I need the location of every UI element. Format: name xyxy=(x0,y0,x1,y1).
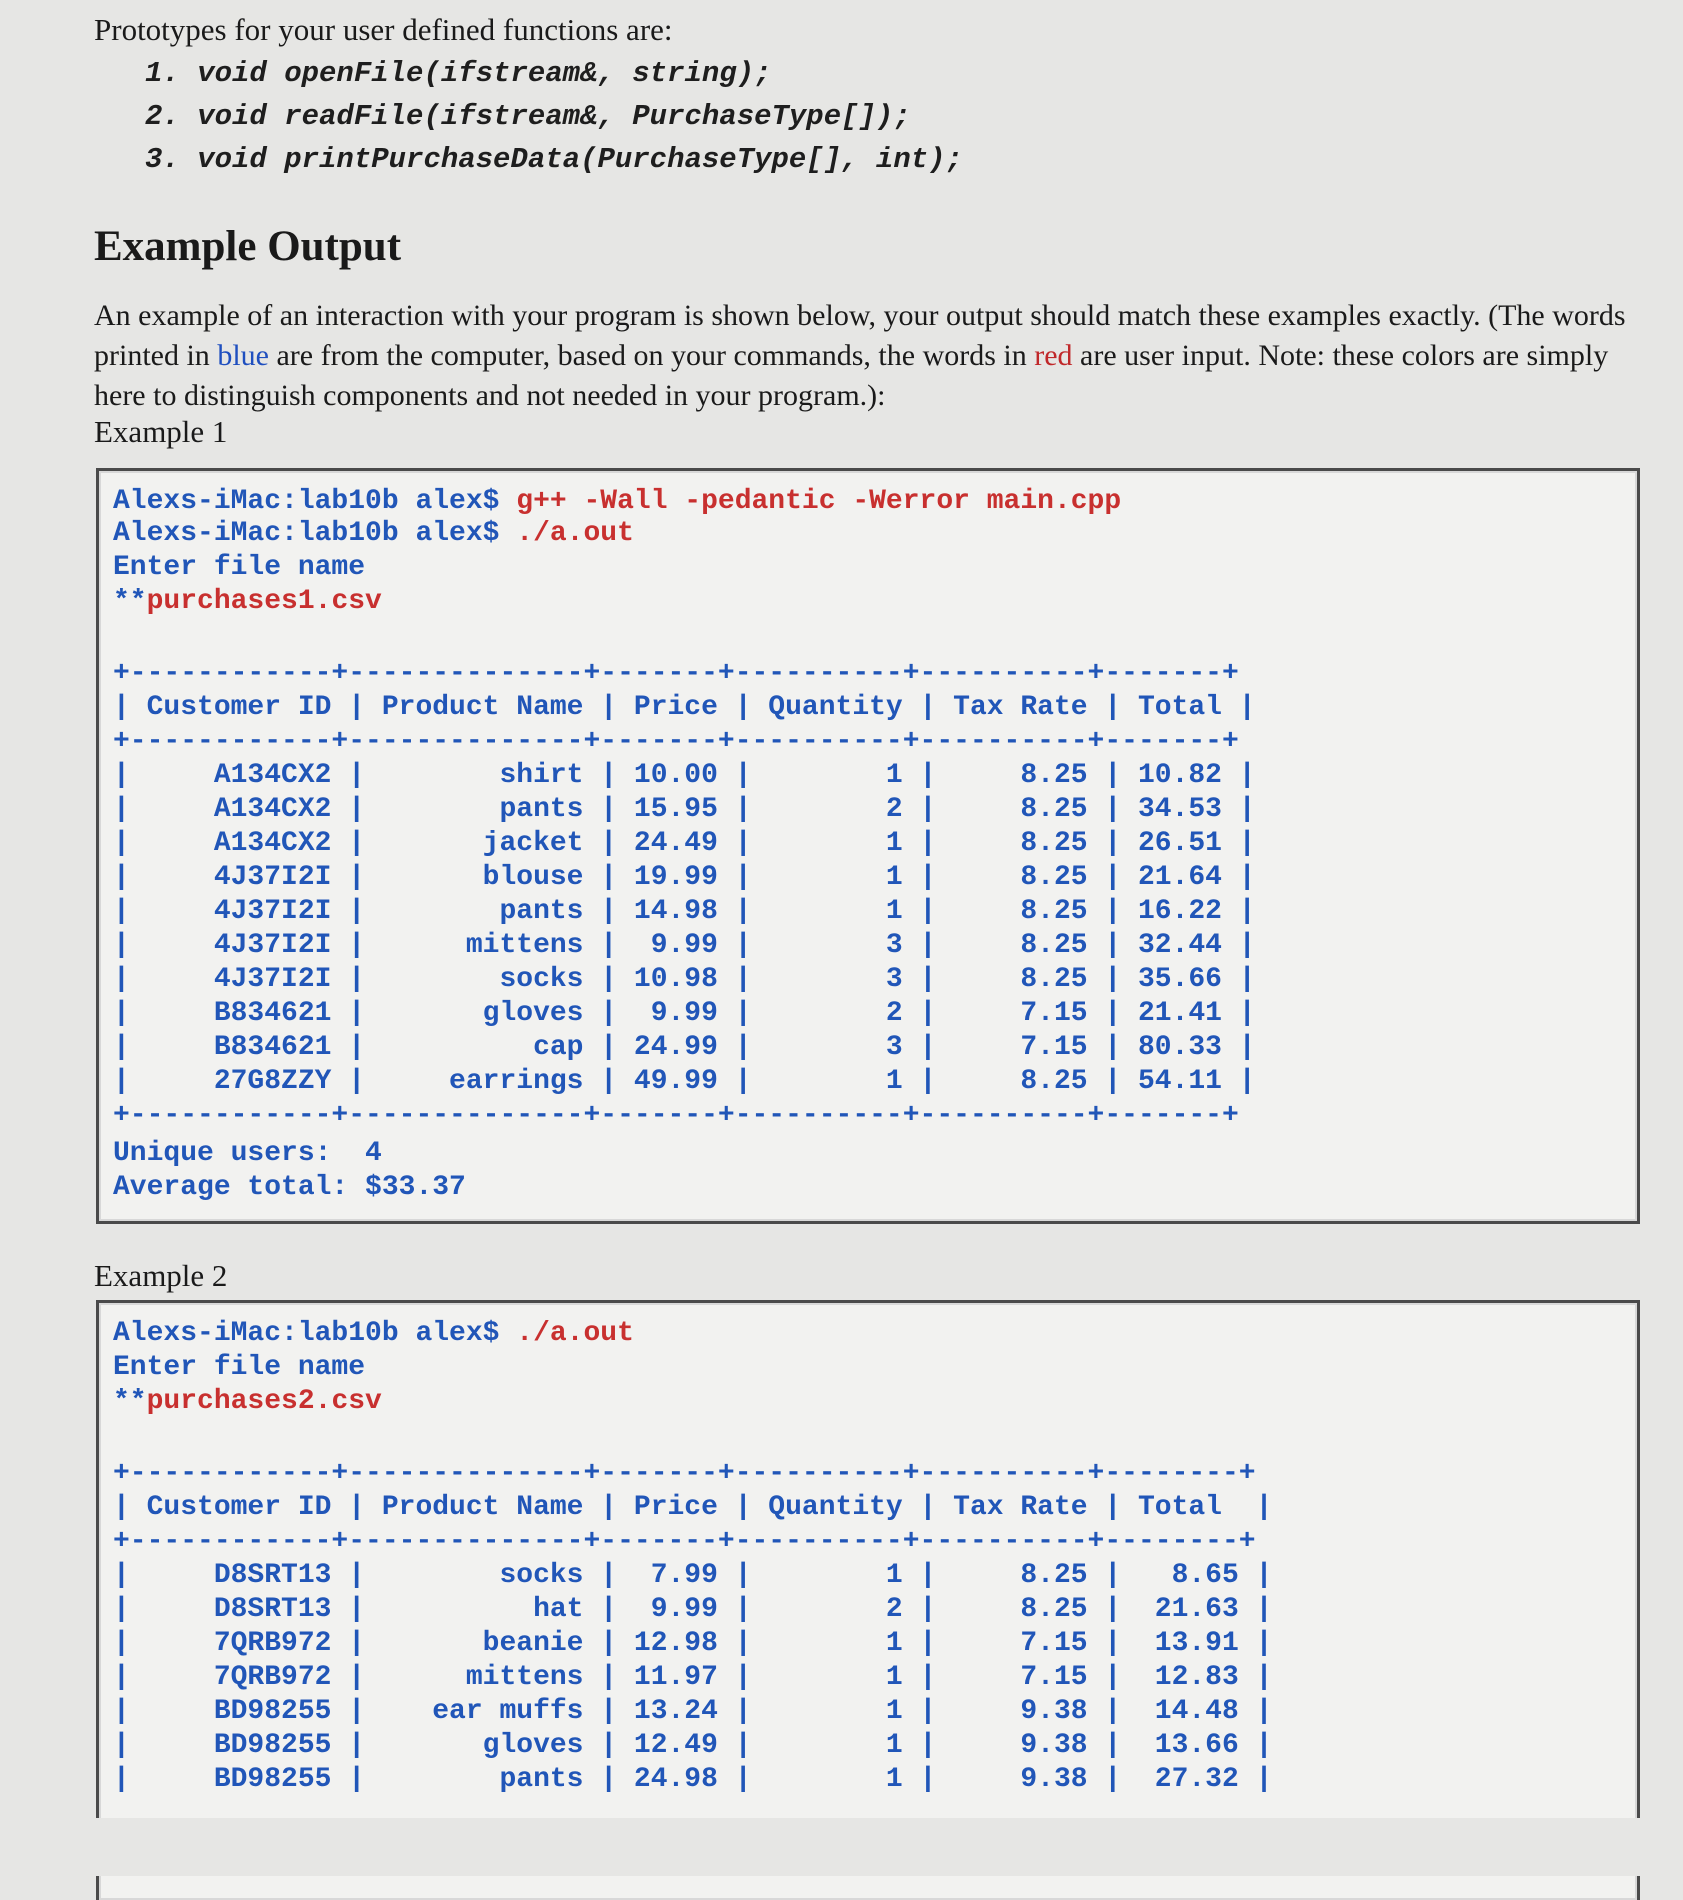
purchase-table-1 xyxy=(113,657,1256,1133)
shell-prompt: Alexs-iMac:lab10b alex$ xyxy=(113,1318,517,1349)
prototypes-title: Prototypes for your user defined functions are: xyxy=(94,12,673,47)
input-prefix: ** xyxy=(113,1386,147,1417)
intro-text-3: are user input. Note: these colors are simply here to distinguish components and not needed in your program.): xyxy=(94,339,1609,412)
user-input-filename: purchases1.csv xyxy=(146,586,382,617)
intro-blue-word: blue xyxy=(217,339,269,372)
table-border: +------------+--------------+-------+----------+----------+--------+ xyxy=(113,1526,1256,1557)
user-input-filename: purchases2.csv xyxy=(146,1386,382,1417)
table-row: | 4J37I2I | mittens | 9.99 | 3 | 8.25 | 32.44 | xyxy=(113,930,1256,961)
terminal-line xyxy=(113,1317,634,1351)
table-border: +------------+--------------+-------+----------+----------+--------+ xyxy=(113,1458,1256,1489)
prototype-item: 2. void readFile(ifstream&, PurchaseType[]); xyxy=(145,100,911,133)
example-2-label: Example 2 xyxy=(94,1258,228,1293)
table-row: | D8SRT13 | hat | 9.99 | 2 | 8.25 | 21.63 | xyxy=(113,1594,1273,1625)
average-total-line: Average total: $33.37 xyxy=(113,1172,466,1203)
table-row: | A134CX2 | shirt | 10.00 | 1 | 8.25 | 10.82 | xyxy=(113,760,1256,791)
table-border: +------------+--------------+-------+----------+----------+-------+ xyxy=(113,1100,1239,1131)
user-command: g++ -Wall -pedantic -Werror main.cpp xyxy=(516,486,1122,517)
intro-paragraph xyxy=(94,296,1654,416)
unique-users-line: Unique users: 4 xyxy=(113,1138,382,1169)
input-prefix: ** xyxy=(113,586,147,617)
table-row: | A134CX2 | jacket | 24.49 | 1 | 8.25 | 26.51 | xyxy=(113,828,1256,859)
table-row: | A134CX2 | pants | 15.95 | 2 | 8.25 | 34.53 | xyxy=(113,794,1256,825)
table-row: | 27G8ZZY | earrings | 49.99 | 1 | 8.25 | 54.11 | xyxy=(113,1066,1256,1097)
intro-text-2: are from the computer, based on your commands, the words in xyxy=(268,339,1035,372)
table-border: +------------+--------------+-------+----------+----------+-------+ xyxy=(113,658,1239,689)
table-header: | Customer ID | Product Name | Price | Quantity | Tax Rate | Total | xyxy=(113,692,1256,723)
shell-prompt: Alexs-iMac:lab10b alex$ xyxy=(113,486,517,517)
table-row: | D8SRT13 | socks | 7.99 | 1 | 8.25 | 8.65 | xyxy=(113,1560,1273,1591)
table-row: | BD98255 | pants | 24.98 | 1 | 9.38 | 27.32 | xyxy=(113,1764,1273,1795)
user-command: ./a.out xyxy=(516,1318,634,1349)
example-output-heading: Example Output xyxy=(94,223,402,270)
enter-file-prompt: Enter file name xyxy=(113,1352,366,1383)
intro-text-1: An example of an interaction with your program is shown below, your output should match these examples exactly. (The words printed in xyxy=(94,299,1626,372)
example-2-terminal xyxy=(96,1300,1640,1900)
example-1-label: Example 1 xyxy=(94,414,228,449)
prototype-item: 1. void openFile(ifstream&, string); xyxy=(145,57,772,90)
terminal-line xyxy=(113,517,634,551)
table-row: | BD98255 | gloves | 12.49 | 1 | 9.38 | 13.66 | xyxy=(113,1730,1273,1761)
table-row: | 4J37I2I | blouse | 19.99 | 1 | 8.25 | 21.64 | xyxy=(113,862,1256,893)
table-header: | Customer ID | Product Name | Price | Quantity | Tax Rate | Total | xyxy=(113,1492,1273,1523)
terminal-line xyxy=(113,585,382,619)
table-row: | 7QRB972 | mittens | 11.97 | 1 | 7.15 | 12.83 | xyxy=(113,1662,1273,1693)
table-border: +------------+--------------+-------+----------+----------+-------+ xyxy=(113,726,1239,757)
purchase-table-2 xyxy=(113,1457,1272,1797)
user-command: ./a.out xyxy=(516,518,634,549)
example-1-terminal xyxy=(96,468,1640,1224)
table-row: | B834621 | cap | 24.99 | 3 | 7.15 | 80.33 | xyxy=(113,1032,1256,1063)
page-bottom-edge xyxy=(0,1818,1683,1876)
enter-file-prompt: Enter file name xyxy=(113,552,366,583)
prototypes-list xyxy=(145,52,963,181)
terminal-line xyxy=(113,485,1121,519)
table-row: | BD98255 | ear muffs | 13.24 | 1 | 9.38 | 14.48 | xyxy=(113,1696,1273,1727)
table-row: | 4J37I2I | socks | 10.98 | 3 | 8.25 | 35.66 | xyxy=(113,964,1256,995)
table-row: | 4J37I2I | pants | 14.98 | 1 | 8.25 | 16.22 | xyxy=(113,896,1256,927)
table-row: | B834621 | gloves | 9.99 | 2 | 7.15 | 21.41 | xyxy=(113,998,1256,1029)
table-row: | 7QRB972 | beanie | 12.98 | 1 | 7.15 | 13.91 | xyxy=(113,1628,1273,1659)
intro-red-word: red xyxy=(1034,339,1073,372)
terminal-line xyxy=(113,1385,382,1419)
prototype-item: 3. void printPurchaseData(PurchaseType[], int); xyxy=(145,143,963,176)
shell-prompt: Alexs-iMac:lab10b alex$ xyxy=(113,518,517,549)
